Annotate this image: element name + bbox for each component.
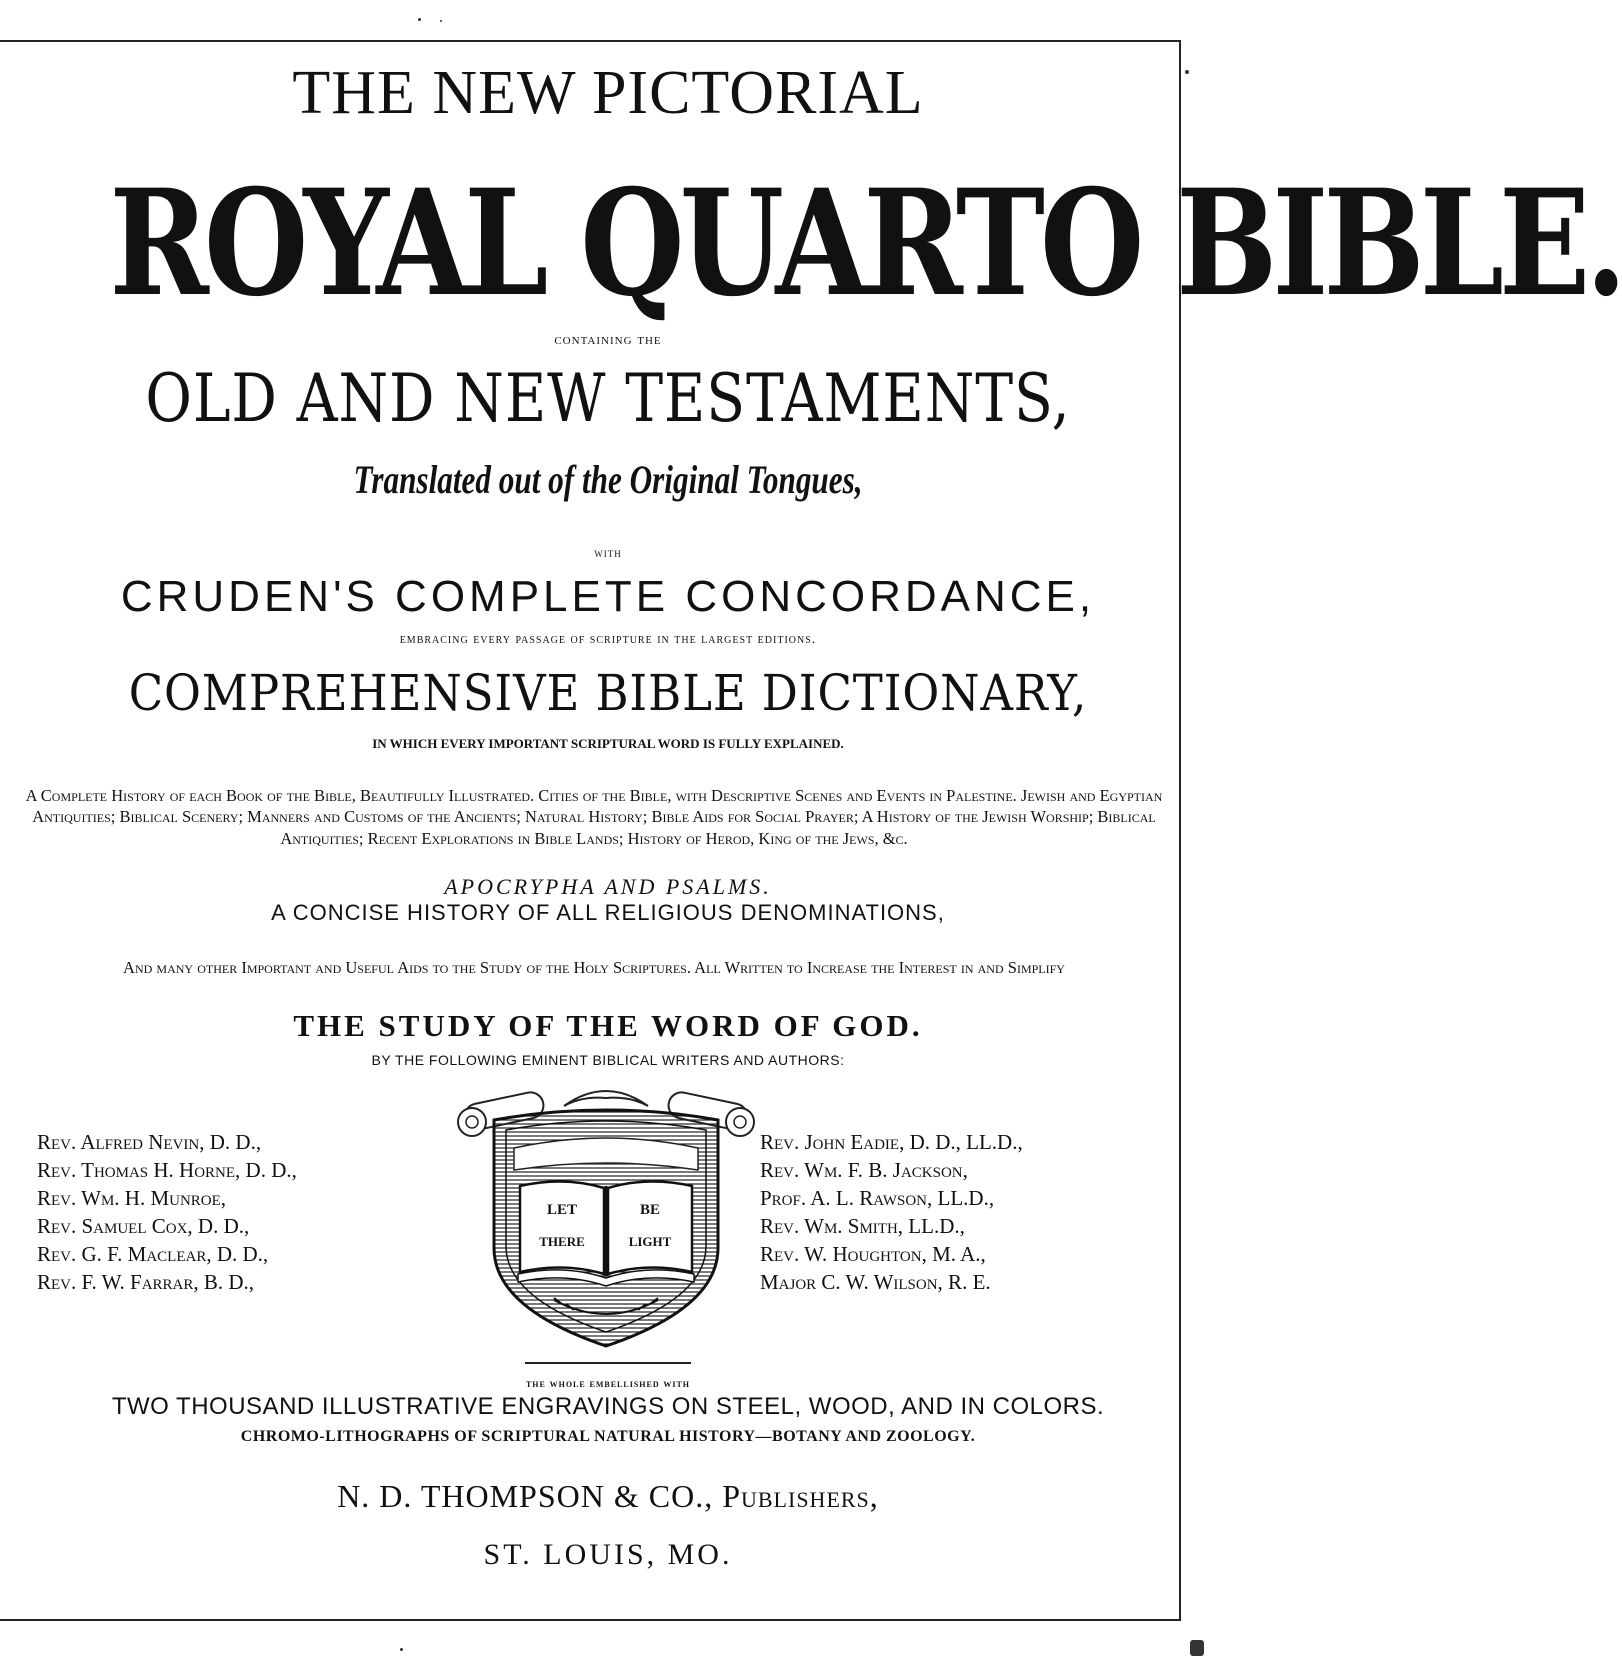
emblem-word-let: LET [546, 1202, 578, 1218]
author-name: Major C. W. Wilson, R. E. [760, 1270, 991, 1294]
authors-left-column [37, 1128, 297, 1296]
emblem-word-light: LIGHT [628, 1234, 672, 1249]
engravings-line: TWO THOUSAND ILLUSTRATIVE ENGRAVINGS ON STEEL, WOOD, AND IN COLORS. [111, 1393, 1105, 1420]
translated-line: Translated out of the Original Tongues, [353, 457, 863, 502]
apocrypha-psalms: APOCRYPHA AND PSALMS. [444, 874, 772, 899]
author-name: Rev. John Eadie, D. D., LL.D., [760, 1130, 1023, 1154]
authors-intro: BY THE FOLLOWING EMINENT BIBLICAL WRITERS AND AUTHORS: [371, 1052, 845, 1068]
divider-rule [525, 1362, 691, 1364]
scan-speck [400, 1648, 403, 1651]
open-book-icon [518, 1181, 694, 1286]
author-name: Rev. Samuel Cox, D. D., [37, 1214, 250, 1238]
with-label: with [594, 545, 622, 560]
publisher-line: N. D. THOMPSON & CO., Publishers, [337, 1478, 879, 1514]
scan-speck [1185, 70, 1189, 74]
heading-royal-quarto-bible: ROYAL QUARTO BIBLE. [109, 158, 1622, 329]
heading-bible-dictionary: COMPREHENSIVE BIBLE DICTIONARY, [128, 664, 1088, 722]
author-name: Rev. Wm. H. Munroe, [37, 1186, 227, 1210]
heading-old-new-testaments: OLD AND NEW TESTAMENTS, [145, 360, 1071, 437]
author-name: Rev. G. F. Maclear, D. D., [37, 1242, 269, 1266]
shield-emblem-icon [454, 1078, 758, 1350]
embellished-label: the whole embellished with [525, 1378, 691, 1390]
heading-cruden-concordance: CRUDEN'S COMPLETE CONCORDANCE, [120, 572, 1096, 621]
scan-speck [1190, 1640, 1204, 1656]
heading-new-pictorial: THE NEW PICTORIAL [292, 59, 924, 127]
heading-study-word-of-god: THE STUDY OF THE WORD OF GOD. [293, 1008, 923, 1043]
containing-the: containing the [554, 332, 662, 348]
emblem-word-there: THERE [539, 1234, 585, 1249]
author-name: Prof. A. L. Rawson, LL.D., [760, 1186, 995, 1210]
aids-paragraph: And many other Important and Useful Aids to the Study of the Holy Scriptures. All Written to Increase the Interest in and Simplify [123, 957, 1065, 977]
scan-speck [440, 20, 442, 22]
publisher-city: ST. LOUIS, MO. [483, 1538, 733, 1571]
author-name: Rev. Alfred Nevin, D. D., [37, 1130, 262, 1154]
chromo-lithographs-line: CHROMO-LITHOGRAPHS OF SCRIPTURAL NATURAL HISTORY—BOTANY AND ZOOLOGY. [240, 1428, 976, 1445]
author-name: Rev. Wm. Smith, LL.D., [760, 1214, 965, 1238]
denominations-line: A CONCISE HISTORY OF ALL RELIGIOUS DENOMINATIONS, [271, 900, 945, 925]
emblem-word-be: BE [639, 1202, 661, 1218]
author-name: Rev. W. Houghton, M. A., [760, 1242, 986, 1266]
scan-speck [418, 18, 421, 21]
embracing-line: embracing every passage of scripture in the largest editions. [399, 632, 817, 647]
author-name: Rev. Thomas H. Horne, D. D., [37, 1158, 297, 1182]
authors-right-column [760, 1128, 1023, 1296]
author-name: Rev. Wm. F. B. Jackson, [760, 1158, 968, 1182]
contents-paragraph: A Complete History of each Book of the Bible, Beautifully Illustrated. Cities of the Bible, with Descriptive Scenes and Events in Palestine. Jewish and Egyptian Antiquities; Biblical Scenery; Manners and Customs of the Ancients; Natural History; Bible Aids for Social Prayer; A History of the Jewish Worship; Biblical Antiquities; Recent Explorations in Bible Lands; History of Herod, King of the Jews, &c. [25, 785, 1163, 848]
author-name: Rev. F. W. Farrar, B. D., [37, 1270, 255, 1294]
dictionary-subline: IN WHICH EVERY IMPORTANT SCRIPTURAL WORD IS FULLY EXPLAINED. [372, 736, 844, 751]
